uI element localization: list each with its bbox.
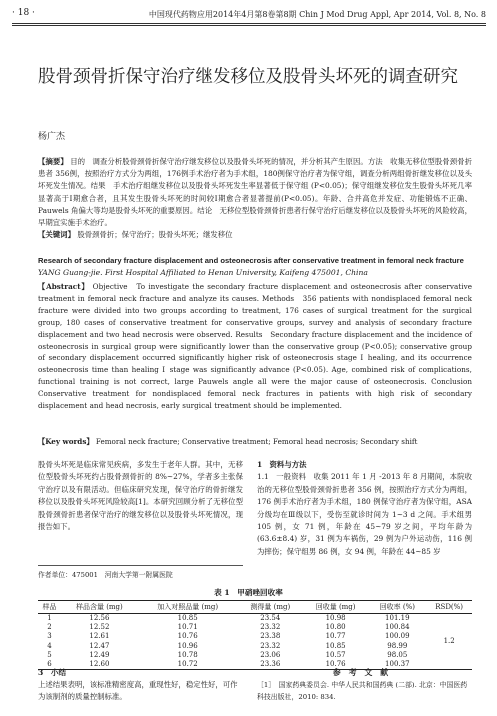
table-cell: 23.06 <box>260 650 281 659</box>
col-header: RSD(%) <box>426 601 472 614</box>
table-cell: 100.09 <box>385 632 410 641</box>
table-cell: 100.37 <box>368 660 426 670</box>
table-cell: 10.76 <box>303 660 368 670</box>
table-cell: 10.85 <box>177 614 198 622</box>
table-row <box>38 623 472 632</box>
table-cell: 98.99 <box>387 641 408 650</box>
table-cell: 5 <box>47 650 52 659</box>
english-keywords-text: Femoral neck fracture; Conservative treatment; Femoral head necrosis; Secondary shift <box>95 437 418 446</box>
keywords-text: 股骨颈骨折；保守治疗；股骨头坏死；继发移位 <box>77 230 233 240</box>
reference-item: ［1］ 国家药典委员会. 中华人民共和国药典 (二部). 北京：中国医药科技出版社，2010: 834. <box>257 681 468 701</box>
table-cell: 23.32 <box>260 641 281 650</box>
table-cell: 23.36 <box>238 660 303 670</box>
article-title: 股骨颈骨折保守治疗继发移位及股骨头坏死的调查研究 <box>38 67 458 87</box>
abstract-label: 【摘要】 <box>38 157 68 166</box>
table-cell: 10.72 <box>138 660 238 670</box>
table-cell: 1 <box>47 614 52 622</box>
english-abstract-text: Objective To investigate the secondary fracture displacement and osteonecrosis after conservative treatment in femoral neck fracture and analyze its causes. Methods 356 patients with nondisplaced femoral neck fracture were divided into two groups according to treatment, 176 cases of surgical treatment for the surgical group, 180 cases of conservative treatment for conservative groups, survey and analysis of secondary fracture displacement and two head necrosis were observed. Results Secondary fracture displacement and the incidence of osteonecrosis in surgical group were significantly lower than the conservative group (P<0.05); conservative group of secondary displacement occurred significantly higher risk of osteonecrosis stage Ⅰ healing, and its occurrence osteonecrosis time than healing Ⅰ stage was significantly advance (P<0.05). Age, combined risk of complications, functional training is not correct, large Pauwels angle all were the major cause of osteonecrosis. Conclusion Conservative treatment for nondisplaced femoral neck fractures in patients with high risk of secondary displacement and head necrosis, early surgical treatment should be implemented. <box>38 282 480 411</box>
table-header-row <box>38 601 472 614</box>
english-keywords-label: 【Key words】 <box>38 437 94 446</box>
table-cell: 2 <box>47 623 52 632</box>
table-row <box>38 632 472 641</box>
english-abstract-label: 【Abstract】 <box>38 282 90 291</box>
chinese-abstract <box>38 156 472 241</box>
keywords-label: 【关键词】 <box>38 230 75 240</box>
table-cell: 10.71 <box>177 623 198 632</box>
table-cell: 12.60 <box>61 660 138 670</box>
english-keywords <box>38 436 472 447</box>
table-cell: 12.49 <box>89 650 110 659</box>
col-header: 回收量 (mg) <box>303 601 368 614</box>
intro-paragraph: 股骨头坏死是临床常见疾病，多发生于老年人群。其中，无移位型股骨头坏死约占股骨颈骨折的 8%~27%，学者多主张保守治疗以及有限活动。但临床研究发现，保守治疗的骨折继发移位以及股骨头坏死风险较高[1]。本研究回顾分析了无移位型股骨颈骨折患者保守治疗的继发移位以及股骨头坏死情况，现报告如下。 <box>38 460 243 532</box>
table-row <box>38 642 472 651</box>
summary-text: 上述结果表明，该标准精密度高，重现性好，稳定性好，可作为该制剂的质量控制标准。 <box>38 680 238 702</box>
table-cell: 101.19 <box>385 614 410 622</box>
col-header: 回收率 (%) <box>368 601 426 614</box>
table-row <box>38 651 472 660</box>
header-rule-2 <box>12 25 486 26</box>
header-rule <box>12 23 486 24</box>
col-header: 测得量 (mg) <box>238 601 303 614</box>
methods-section <box>257 459 472 558</box>
summary-heading: 3 小结 <box>38 668 67 677</box>
table-cell: 23.38 <box>260 632 281 641</box>
footnote-rule <box>38 565 243 566</box>
journal-info: 中国现代药物应用2014年4月第8卷第8期 Chin J Mod Drug Appl, Apr 2014, Vol. 8, No. 8 <box>148 10 486 19</box>
table-caption: 表 1 甲硝唑回收率 <box>214 588 283 597</box>
abstract-text: 目的 调查分析股骨颈骨折保守治疗继发移位以及股骨头坏死的情况，并分析其产生原因。方法 收集无移位型股骨颈骨折患者 356例，按照治疗方式分为两组，176例手术治疗者为手术组，180例保守治疗者为保守组，调查分析两组骨折继发移位以及头坏死发生情况。结果 手术治疗组继发移位以及股骨头坏死发生率显著低于保守组 (P<0.05)；保守组继发移位发生股骨头坏死几率显著高于Ⅰ期愈合者，且其发生股骨头坏死的时间较Ⅰ期愈合者显著提前(P<0.05)。年龄、合并高危并发症、功能锻炼不正确、Pauwels 角偏大等均是股骨头坏死的重要原因。结论 无移位型股骨颈骨折患者行保守治疗后继发移位以及股骨头坏死的风险较高，早期宜实施手术治疗。 <box>38 157 472 228</box>
table-cell: 98.05 <box>387 650 408 659</box>
references-heading: 参考文献 <box>332 668 397 677</box>
running-header <box>12 8 486 22</box>
table-cell: 10.96 <box>177 641 198 650</box>
footnote: 作者单位：475001 河南大学第一附属医院 <box>38 571 173 579</box>
table-cell: 23.54 <box>260 614 281 622</box>
english-abstract <box>38 281 480 412</box>
table-cell: 100.84 <box>385 623 410 632</box>
table-cell: 12.56 <box>89 614 110 622</box>
methods-heading: 1 资料与方法 <box>257 460 307 469</box>
table-cell: 10.80 <box>325 623 346 632</box>
english-title: Research of secondary fracture displacement and osteonecrosis after conservative treatment in femoral neck fracture <box>38 256 464 265</box>
table-cell: 10.85 <box>325 641 346 650</box>
col-header: 样品 <box>38 601 61 614</box>
table-cell: 3 <box>47 632 52 641</box>
table-cell: 10.78 <box>177 650 198 659</box>
table-row <box>38 614 472 624</box>
english-author: YANG Guang-jie. First Hospital Affiliated to Henan University, Kaifeng 475001, China <box>38 268 368 277</box>
table-cell: 6 <box>38 660 61 670</box>
table-cell: 10.98 <box>325 614 346 622</box>
page-number: · 18 · <box>12 8 35 18</box>
table-cell: 10.57 <box>325 650 346 659</box>
table-cell: 10.77 <box>325 632 346 641</box>
methods-text: 1.1 一般资料 收集 2011 年 1 月 -2013 年 8 月期间，本院收治的无移位型股骨颈骨折患者 356 例，按照治疗方式分为两组，176 例手术治疗者为手术组，180 例保守治疗者为保守组，ASA 分级均在Ⅲ级以下，受伤至就诊时间为 1~3 d 之间。手术组男 105 例，女 71 例，年龄在 45~79 岁之间，平均年龄为 (63.6±8.4) 岁，31 例为车祸伤，29 例为户外运动伤，116 例为摔伤；保守组男 86 例，女 94 例，年龄在 44~85 岁 <box>257 472 472 556</box>
col-header: 加入对照品量 (mg) <box>138 601 238 614</box>
table-cell: 4 <box>47 641 52 650</box>
table-cell: 10.76 <box>177 632 198 641</box>
recovery-table <box>38 600 472 670</box>
table-cell: 12.61 <box>89 632 110 641</box>
table-cell: 23.32 <box>260 623 281 632</box>
col-header: 样品含量 (mg) <box>61 601 138 614</box>
table-cell: 12.47 <box>89 641 110 650</box>
rsd-cell: 1.2 <box>426 614 472 670</box>
table-cell: 12.52 <box>89 623 110 632</box>
author: 杨广杰 <box>38 132 66 142</box>
